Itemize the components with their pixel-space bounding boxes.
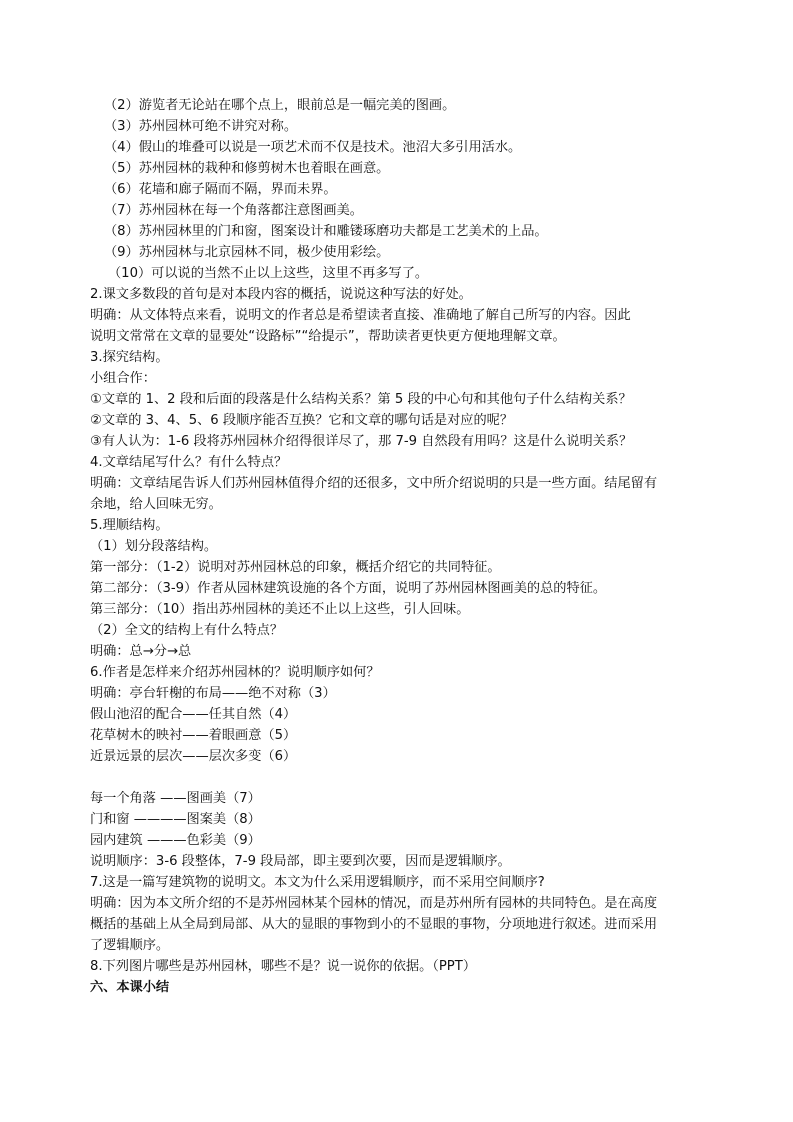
text-line: （4）假山的堆叠可以说是一项艺术而不仅是技术。池沼大多引用活水。 [104,140,522,155]
text-line: ②文章的 3、4、5、6 段顺序能否互换？它和文章的哪句话是对应的呢？ [90,413,514,428]
text-line: 说明顺序：3-6 段整体，7-9 段局部，即主要到次要，因而是逻辑顺序。 [90,854,511,869]
text-line: （3）苏州园林可绝不讲究对称。 [104,119,298,134]
text-line: 每一个角落 ——图画美（7） [90,791,261,806]
text-line: （6）花墙和廊子隔而不隔，界而未界。 [104,182,337,197]
text-line: 明确：文章结尾告诉人们苏州园林值得介绍的还很多，文中所介绍说明的只是一些方面。结尾留有 [90,476,658,491]
text-line: 了逻辑顺序。 [90,938,170,953]
text-line: 明确：因为本文所介绍的不是苏州园林某个园林的情况，而是苏州所有园林的共同特色。是在高度 [90,896,658,911]
text-line: 说明文常常在文章的显要处“设路标”“给提示”，帮助读者更快更方便地理解文章。 [90,329,566,344]
text-line: （8）苏州园林里的门和窗，图案设计和雕镂琢磨功夫都是工艺美术的上品。 [104,224,548,239]
text-line: ③有人认为：1-6 段将苏州园林介绍得很详尽了，那 7-9 自然段有用吗？这是什么说明关系？ [90,434,633,449]
text-line: 明确：总→分→总 [90,644,192,659]
text-line: 概括的基础上从全局到局部、从大的显眼的事物到小的不显眼的事物，分项地进行叙述。进而采用 [90,917,658,932]
text-line: 花草树木的映衬——着眼画意（5） [90,728,297,743]
text-line: ①文章的 1、2 段和后面的段落是什么结构关系？第 5 段的中心句和其他句子什么结构关系？ [90,392,632,407]
question-heading: 8.下列图片哪些是苏州园林，哪些不是？说一说你的依据。（PPT） [90,959,477,974]
question-heading: 7.这是一篇写建筑物的说明文。本文为什么采用逻辑顺序，而不采用空间顺序? [90,875,545,890]
text-line: （10）可以说的当然不止以上这些，这里不再多写了。 [108,266,429,281]
question-heading: 4.文章结尾写什么？有什么特点？ [90,455,288,470]
text-line: 小组合作： [90,371,156,386]
question-heading: 2.课文多数段的首句是对本段内容的概括，说说这种写法的好处。 [90,287,472,302]
text-line: 园内建筑 ———色彩美（9） [90,833,261,848]
text-line: 第三部分：（10）指出苏州园林的美还不止以上这些，引人回味。 [90,602,470,617]
section-heading: 六、本课小结 [90,980,170,995]
text-line: （7）苏州园林在每一个角落都注意图画美。 [104,203,363,218]
text-line: 第一部分：（1-2）说明对苏州园林总的印象，概括介绍它的共同特征。 [90,560,501,575]
question-heading: 6.作者是怎样来介绍苏州园林的？说明顺序如何？ [90,665,380,680]
text-line: 第二部分：（3-9）作者从园林建筑设施的各个方面，说明了苏州园林图画美的总的特征。 [90,581,607,596]
question-heading: 3.探究结构。 [90,350,169,365]
text-line: （2）全文的结构上有什么特点？ [90,623,284,638]
text-line: 明确：亭台轩榭的布局——绝不对称（3） [90,686,336,701]
text-line: （2）游览者无论站在哪个点上，眼前总是一幅完美的图画。 [104,98,456,113]
text-line: 门和窗 ————图案美（8） [90,812,261,827]
text-line: 余地，给人回味无穷。 [90,497,222,512]
text-line: （9）苏州园林与北京园林不同，极少使用彩绘。 [104,245,390,260]
text-line: （1）划分段落结构。 [90,539,218,554]
text-line: 近景远景的层次——层次多变（6） [90,749,297,764]
question-heading: 5.理顺结构。 [90,518,169,533]
text-line: 明确：从文体特点来看，说明文的作者总是希望读者直接、准确地了解自己所写的内容。因此 [90,308,631,323]
text-line: 假山池沼的配合——任其自然（4） [90,707,297,722]
text-line: （5）苏州园林的栽种和修剪树木也着眼在画意。 [104,161,390,176]
